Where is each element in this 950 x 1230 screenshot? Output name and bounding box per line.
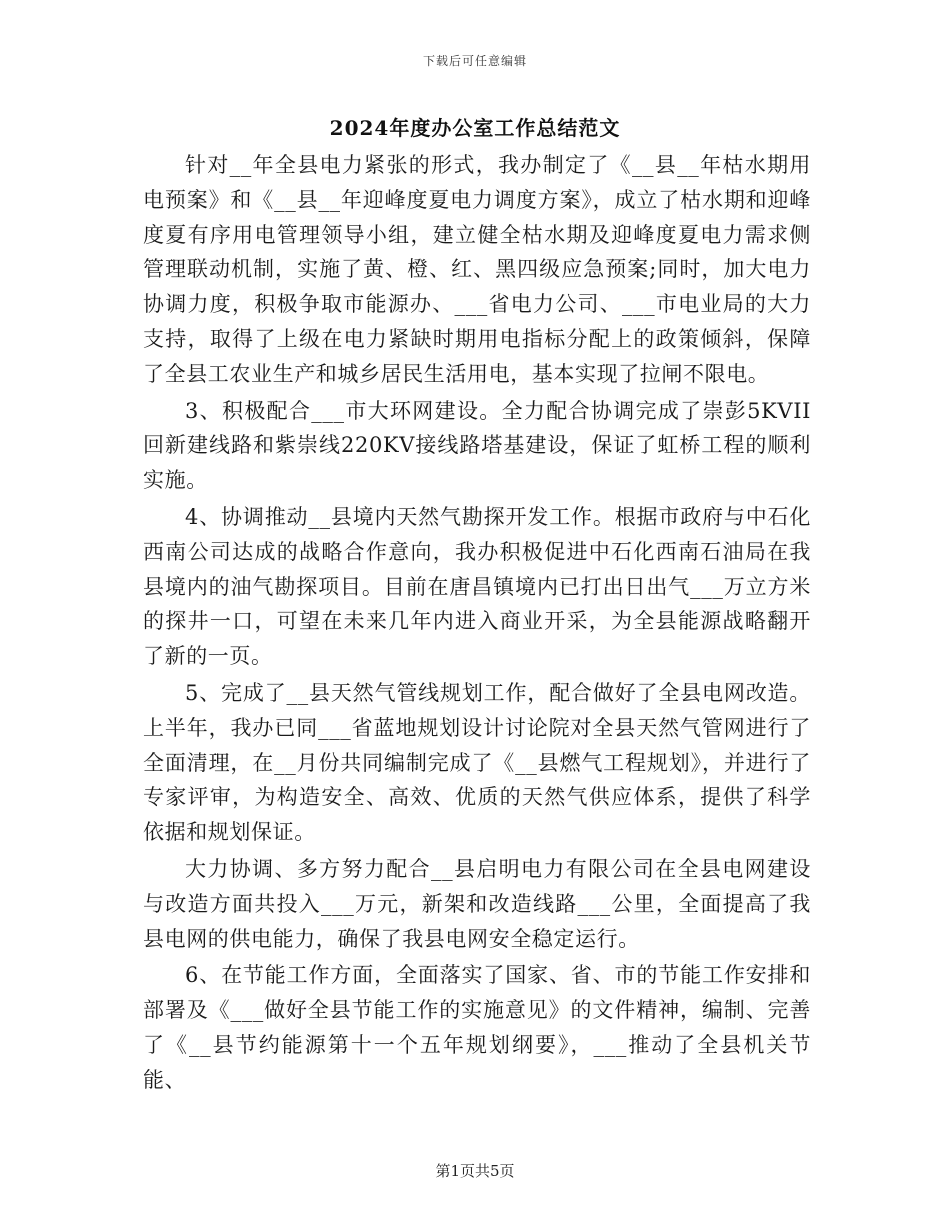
paragraph: 6、在节能工作方面，全面落实了国家、省、市的节能工作安排和部署及《___做好全县节能工作的实施意见》的文件精神，编制、完善了《__县节约能源第十一个五年规划纲要》，___推动了全县机关节能、 (143, 963, 811, 1092)
paragraph: 5、完成了__县天然气管线规划工作，配合做好了全县电网改造。上半年，我办已同___省蓝地规划设计讨论院对全县天然气管网进行了全面清理，在__月份共同编制完成了《__县燃气工程规划》，并进行了专家评审，为构造安全、高效、优质的天然气供应体系，提供了科学依据和规划保证。 (143, 680, 811, 845)
paragraph: 针对__年全县电力紧张的形式，我办制定了《__县__年枯水期用电预案》和《__县__年迎峰度夏电力调度方案》，成立了枯水期和迎峰度夏有序用电管理领导小组，建立健全枯水期及迎峰度夏电力需求侧管理联动机制，实施了黄、橙、红、黑四级应急预案;同时，加大电力协调力度，积极争取市能源办、___省电力公司、___市电业局的大力支持，取得了上级在电力紧缺时期用电指标分配上的政策倾斜，保障了全县工农业生产和城乡居民生活用电，基本实现了拉闸不限电。 (143, 153, 811, 386)
document-title: 2024年度办公室工作总结范文 (329, 116, 621, 140)
paragraph: 大力协调、多方努力配合__县启明电力有限公司在全县电网建设与改造方面共投入___万元，新架和改造线路___公里，全面提高了我县电网的供电能力，确保了我县电网安全稳定运行。 (143, 856, 811, 951)
header-note: 下载后可任意编辑 (422, 54, 527, 68)
paragraph: 3、积极配合___市大环网建设。全力配合协调完成了崇彭5KVII回新建线路和紫崇线220KV接线路塔基建设，保证了虹桥工程的顺利实施。 (143, 398, 811, 493)
paragraph: 4、协调推动__县境内天然气勘探开发工作。根据市政府与中石化西南公司达成的战略合作意向，我办积极促进中石化西南石油局在我县境内的油气勘探项目。目前在唐昌镇境内已打出日出气___万立方米的探井一口，可望在未来几年内进入商业开采，为全县能源战略翻开了新的一页。 (143, 504, 811, 669)
document-body (143, 148, 811, 1098)
page-number: 第1页共5页 (435, 1162, 515, 1180)
